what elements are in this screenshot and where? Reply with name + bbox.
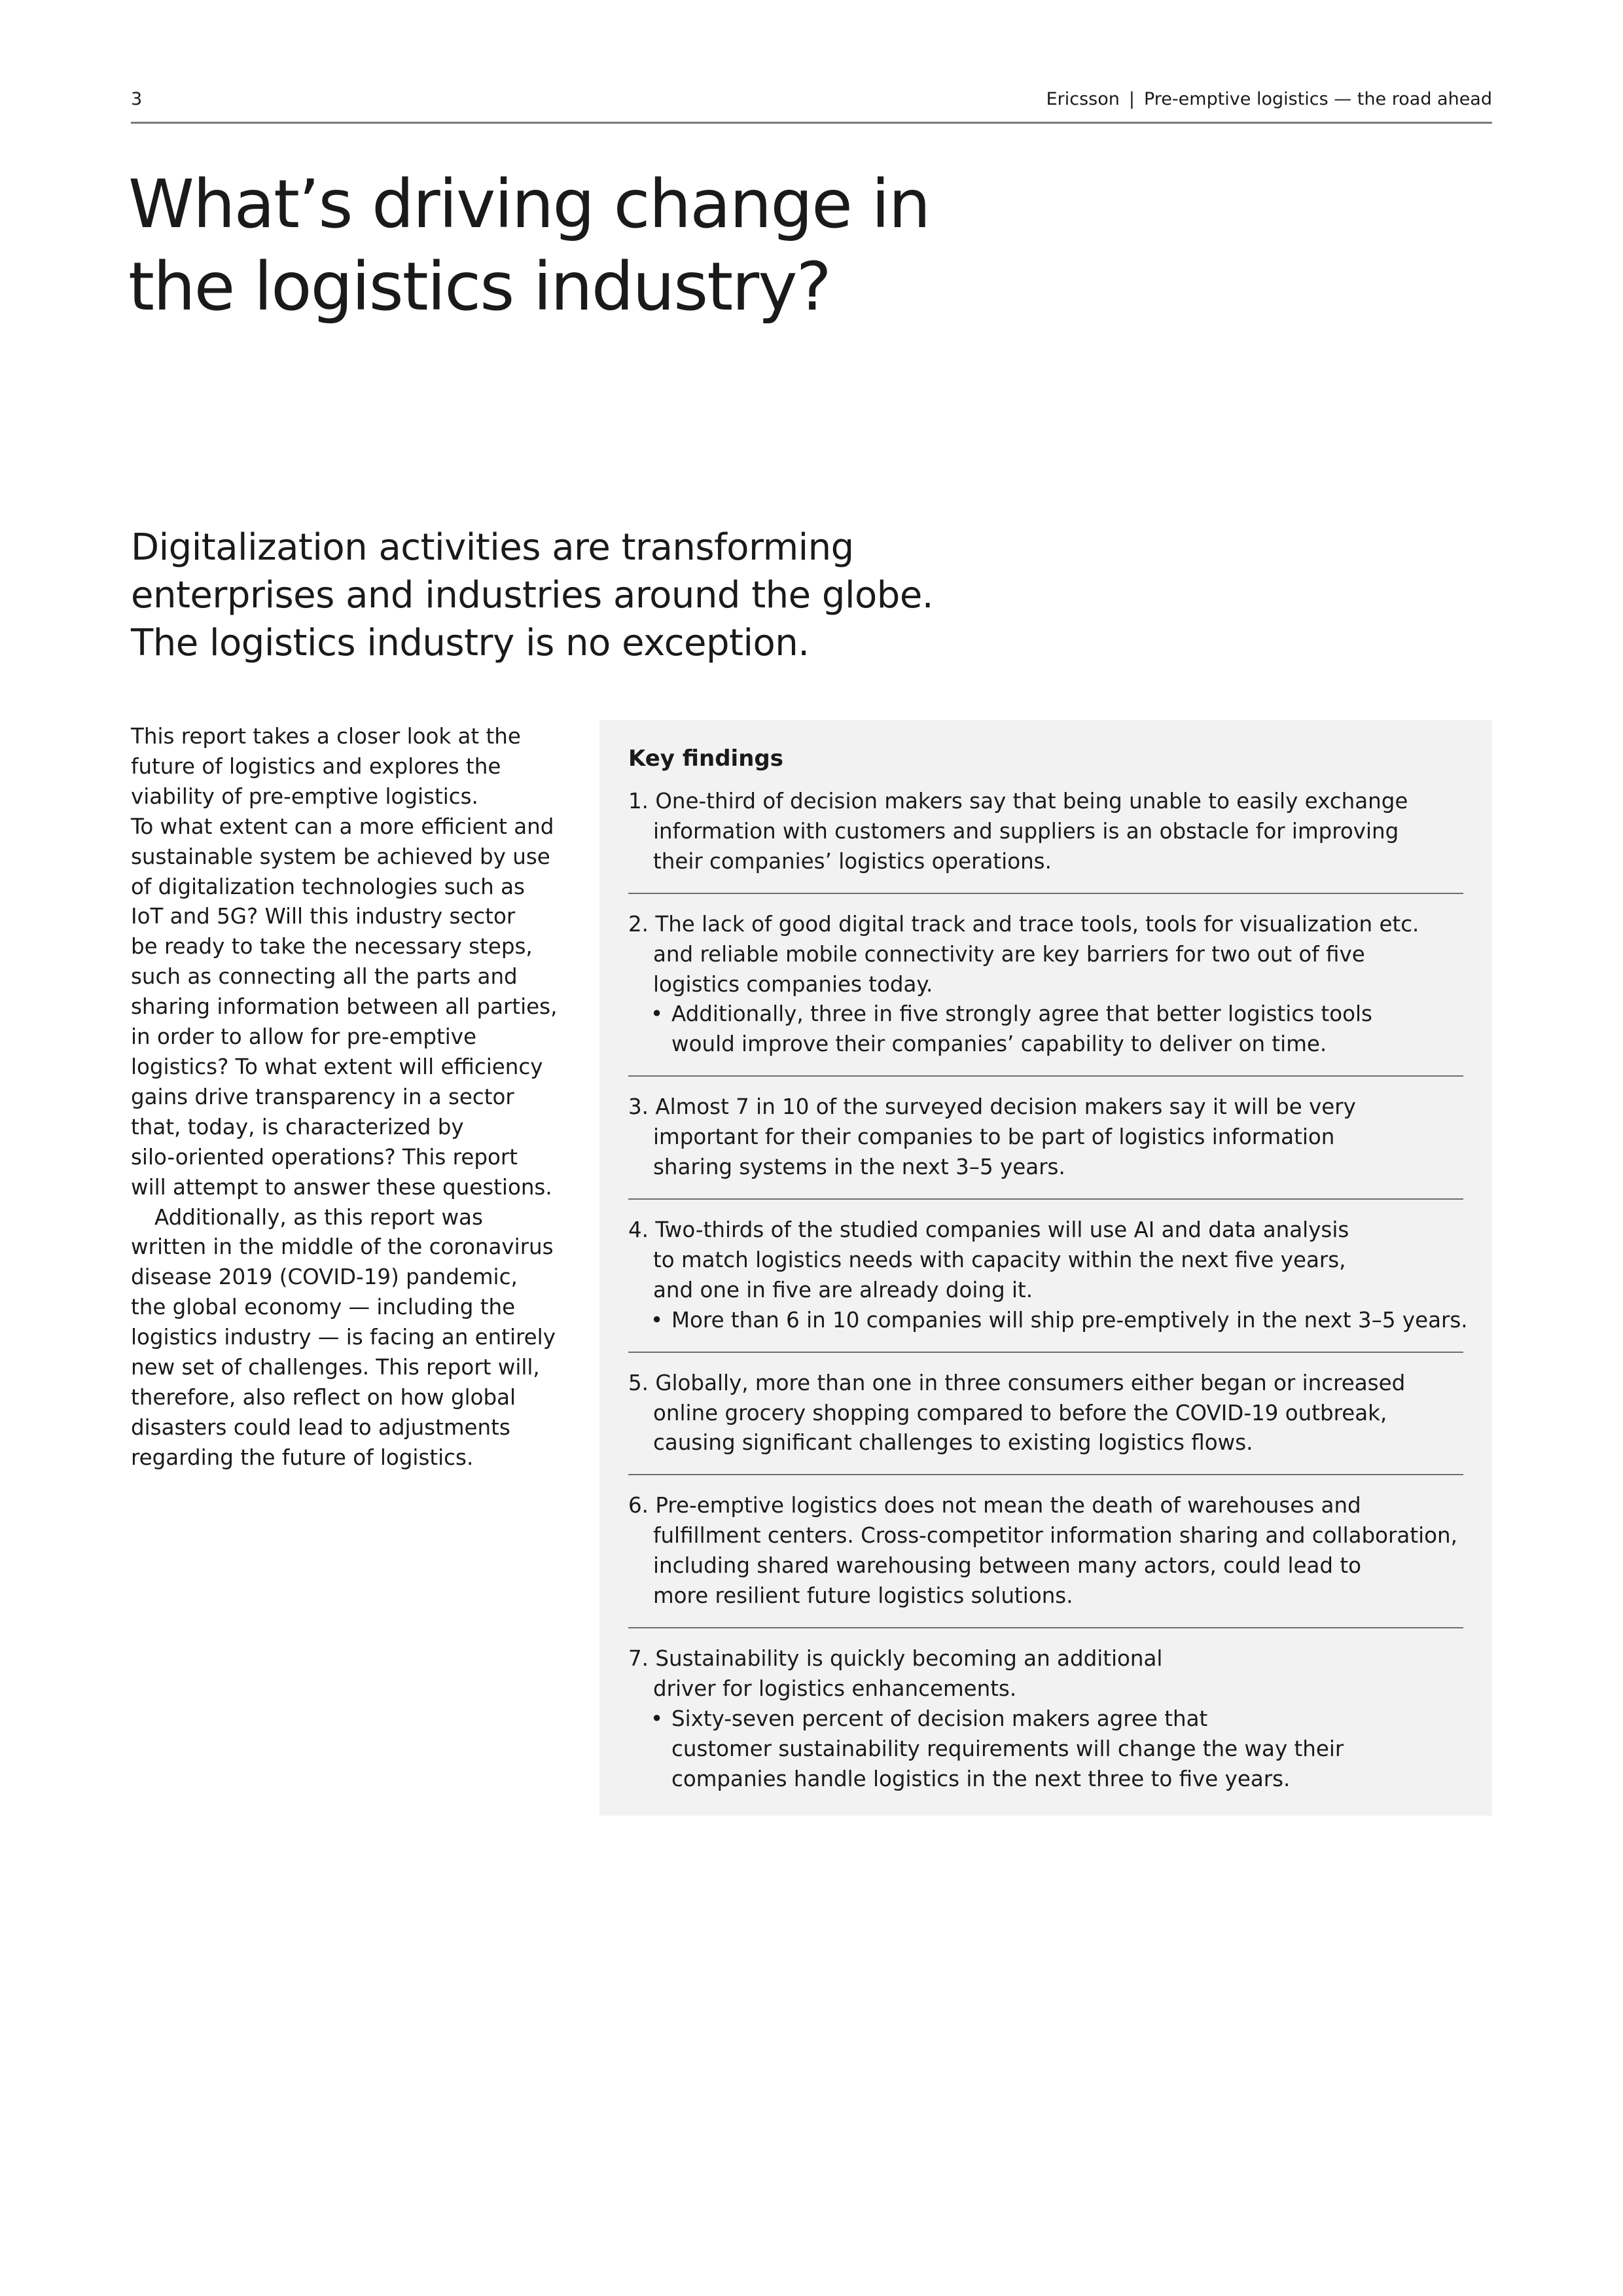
body-line: gains drive transparency in a sector — [131, 1084, 514, 1109]
body-line: in order to allow for pre-emptive — [131, 1024, 476, 1050]
finding-line: 1. One-third of decision makers say that being unable to easily exchange — [628, 789, 1408, 814]
finding-line: and one in five are already doing it. — [653, 1277, 1033, 1302]
report-title: Pre-emptive logistics — the road ahead — [1143, 89, 1492, 109]
finding-line: 5. Globally, more than one in three consumers either began or increased — [628, 1370, 1406, 1395]
body-line: IoT and 5G? Will this industry sector — [131, 904, 516, 929]
body-line: will attempt to answer these questions. — [131, 1174, 552, 1200]
finding-bullet-line: companies handle logistics in the next three to five years. — [671, 1766, 1291, 1791]
page-title-line: What’s driving change in — [128, 166, 930, 243]
finding-line: including shared warehousing between many actors, could lead to — [653, 1553, 1361, 1579]
body-line: written in the middle of the coronavirus — [131, 1234, 554, 1260]
finding-bullet-text: More than 6 in 10 companies will ship pre-emptively in the next 3–5 years. — [671, 1307, 1468, 1333]
finding-bullet — [628, 1306, 1468, 1336]
body-line: Additionally, as this report was — [154, 1204, 483, 1230]
finding-bullet-line: customer sustainability requirements will change the way their — [671, 1736, 1344, 1761]
finding-line: logistics companies today. — [653, 971, 933, 997]
body-line: the global economy — including the — [131, 1295, 516, 1320]
body-line: regarding the future of logistics. — [131, 1444, 474, 1470]
key-findings-heading: Key findings — [628, 745, 783, 772]
finding-bullet-line: would improve their companies’ capability to deliver on time. — [671, 1031, 1327, 1057]
page-title — [128, 164, 929, 329]
body-line: disease 2019 (COVID-19) pandemic, — [131, 1265, 518, 1290]
body-line: silo-oriented operations? This report — [131, 1144, 518, 1170]
finding-item — [628, 910, 1463, 1077]
lede-line: Digitalization activities are transforming — [131, 526, 854, 569]
finding-line: 7. Sustainability is quickly becoming an additional — [628, 1645, 1163, 1671]
finding-item — [628, 1092, 1463, 1200]
finding-line: and reliable mobile connectivity are key barriers for two out of five — [653, 941, 1365, 967]
finding-bullet — [628, 1704, 1463, 1734]
lede-line: The logistics industry is no exception. — [131, 622, 810, 664]
body-line: viability of pre-emptive logistics. — [131, 783, 478, 809]
finding-item — [628, 1369, 1463, 1476]
body-line: such as connecting all the parts and — [131, 964, 518, 990]
finding-line: information with customers and suppliers is an obstacle for improving — [653, 818, 1399, 844]
bullet-dot-icon: • — [651, 1307, 664, 1333]
finding-line: important for their companies to be part of logistics information — [653, 1124, 1335, 1150]
body-line: future of logistics and explores the — [131, 753, 501, 779]
body-line: To what extent can a more efficient and — [131, 814, 554, 839]
finding-bullet — [628, 999, 1463, 1030]
key-findings-box — [599, 720, 1492, 1816]
finding-line: to match logistics needs with capacity within the next five years, — [653, 1247, 1346, 1272]
finding-line: causing significant challenges to existing logistics flows. — [653, 1430, 1253, 1456]
finding-item — [628, 1491, 1463, 1628]
finding-line: 2. The lack of good digital track and trace tools, tools for visualization etc. — [628, 911, 1419, 937]
body-line: therefore, also reflect on how global — [131, 1384, 516, 1410]
finding-bullet-text: Additionally, three in five strongly agree that better logistics tools — [671, 1001, 1372, 1027]
finding-item — [628, 787, 1463, 894]
finding-bullet-text: Sixty-seven percent of decision makers agree that — [671, 1706, 1208, 1731]
finding-item — [628, 1644, 1463, 1810]
body-line: be ready to take the necessary steps, — [131, 934, 533, 960]
bullet-dot-icon: • — [651, 1706, 664, 1731]
finding-line: fulfillment centers. Cross-competitor information sharing and collaboration, — [653, 1523, 1457, 1549]
body-line: sharing information between all parties, — [131, 994, 558, 1020]
body-text-column — [131, 722, 558, 1473]
finding-line: 6. Pre-emptive logistics does not mean the death of warehouses and — [628, 1493, 1361, 1518]
finding-line: 4. Two-thirds of the studied companies will use AI and data analysis — [628, 1217, 1349, 1242]
finding-line: 3. Almost 7 in 10 of the surveyed decision makers say it will be very — [628, 1094, 1356, 1120]
brand-name: Ericsson — [1046, 89, 1120, 109]
body-line: This report takes a closer look at the — [131, 724, 521, 749]
page-number: 3 — [131, 89, 143, 109]
body-line: of digitalization technologies such as — [131, 874, 525, 899]
body-line: that, today, is characterized by — [131, 1114, 464, 1139]
running-header — [1046, 89, 1492, 109]
key-findings-list — [628, 744, 1468, 1810]
header-separator: | — [1128, 89, 1135, 109]
body-line: logistics industry — is facing an entirely — [131, 1325, 556, 1350]
finding-line: driver for logistics enhancements. — [653, 1676, 1017, 1701]
body-line: new set of challenges. This report will, — [131, 1355, 540, 1380]
finding-line: online grocery shopping compared to before the COVID-19 outbreak, — [653, 1400, 1387, 1426]
finding-line: their companies’ logistics operations. — [653, 848, 1052, 874]
header-rule — [131, 122, 1492, 124]
body-line: logistics? To what extent will efficiency — [131, 1054, 543, 1079]
lede-line: enterprises and industries around the globe. — [131, 574, 934, 617]
page-title-line: the logistics industry? — [128, 248, 830, 326]
body-line: disasters could lead to adjustments — [131, 1414, 510, 1440]
bullet-dot-icon: • — [651, 1001, 664, 1027]
body-line: sustainable system be achieved by use — [131, 844, 550, 869]
lede-paragraph — [131, 524, 933, 667]
finding-line: sharing systems in the next 3–5 years. — [653, 1155, 1065, 1180]
finding-line: more resilient future logistics solutions. — [653, 1583, 1073, 1609]
finding-item — [628, 1215, 1468, 1353]
